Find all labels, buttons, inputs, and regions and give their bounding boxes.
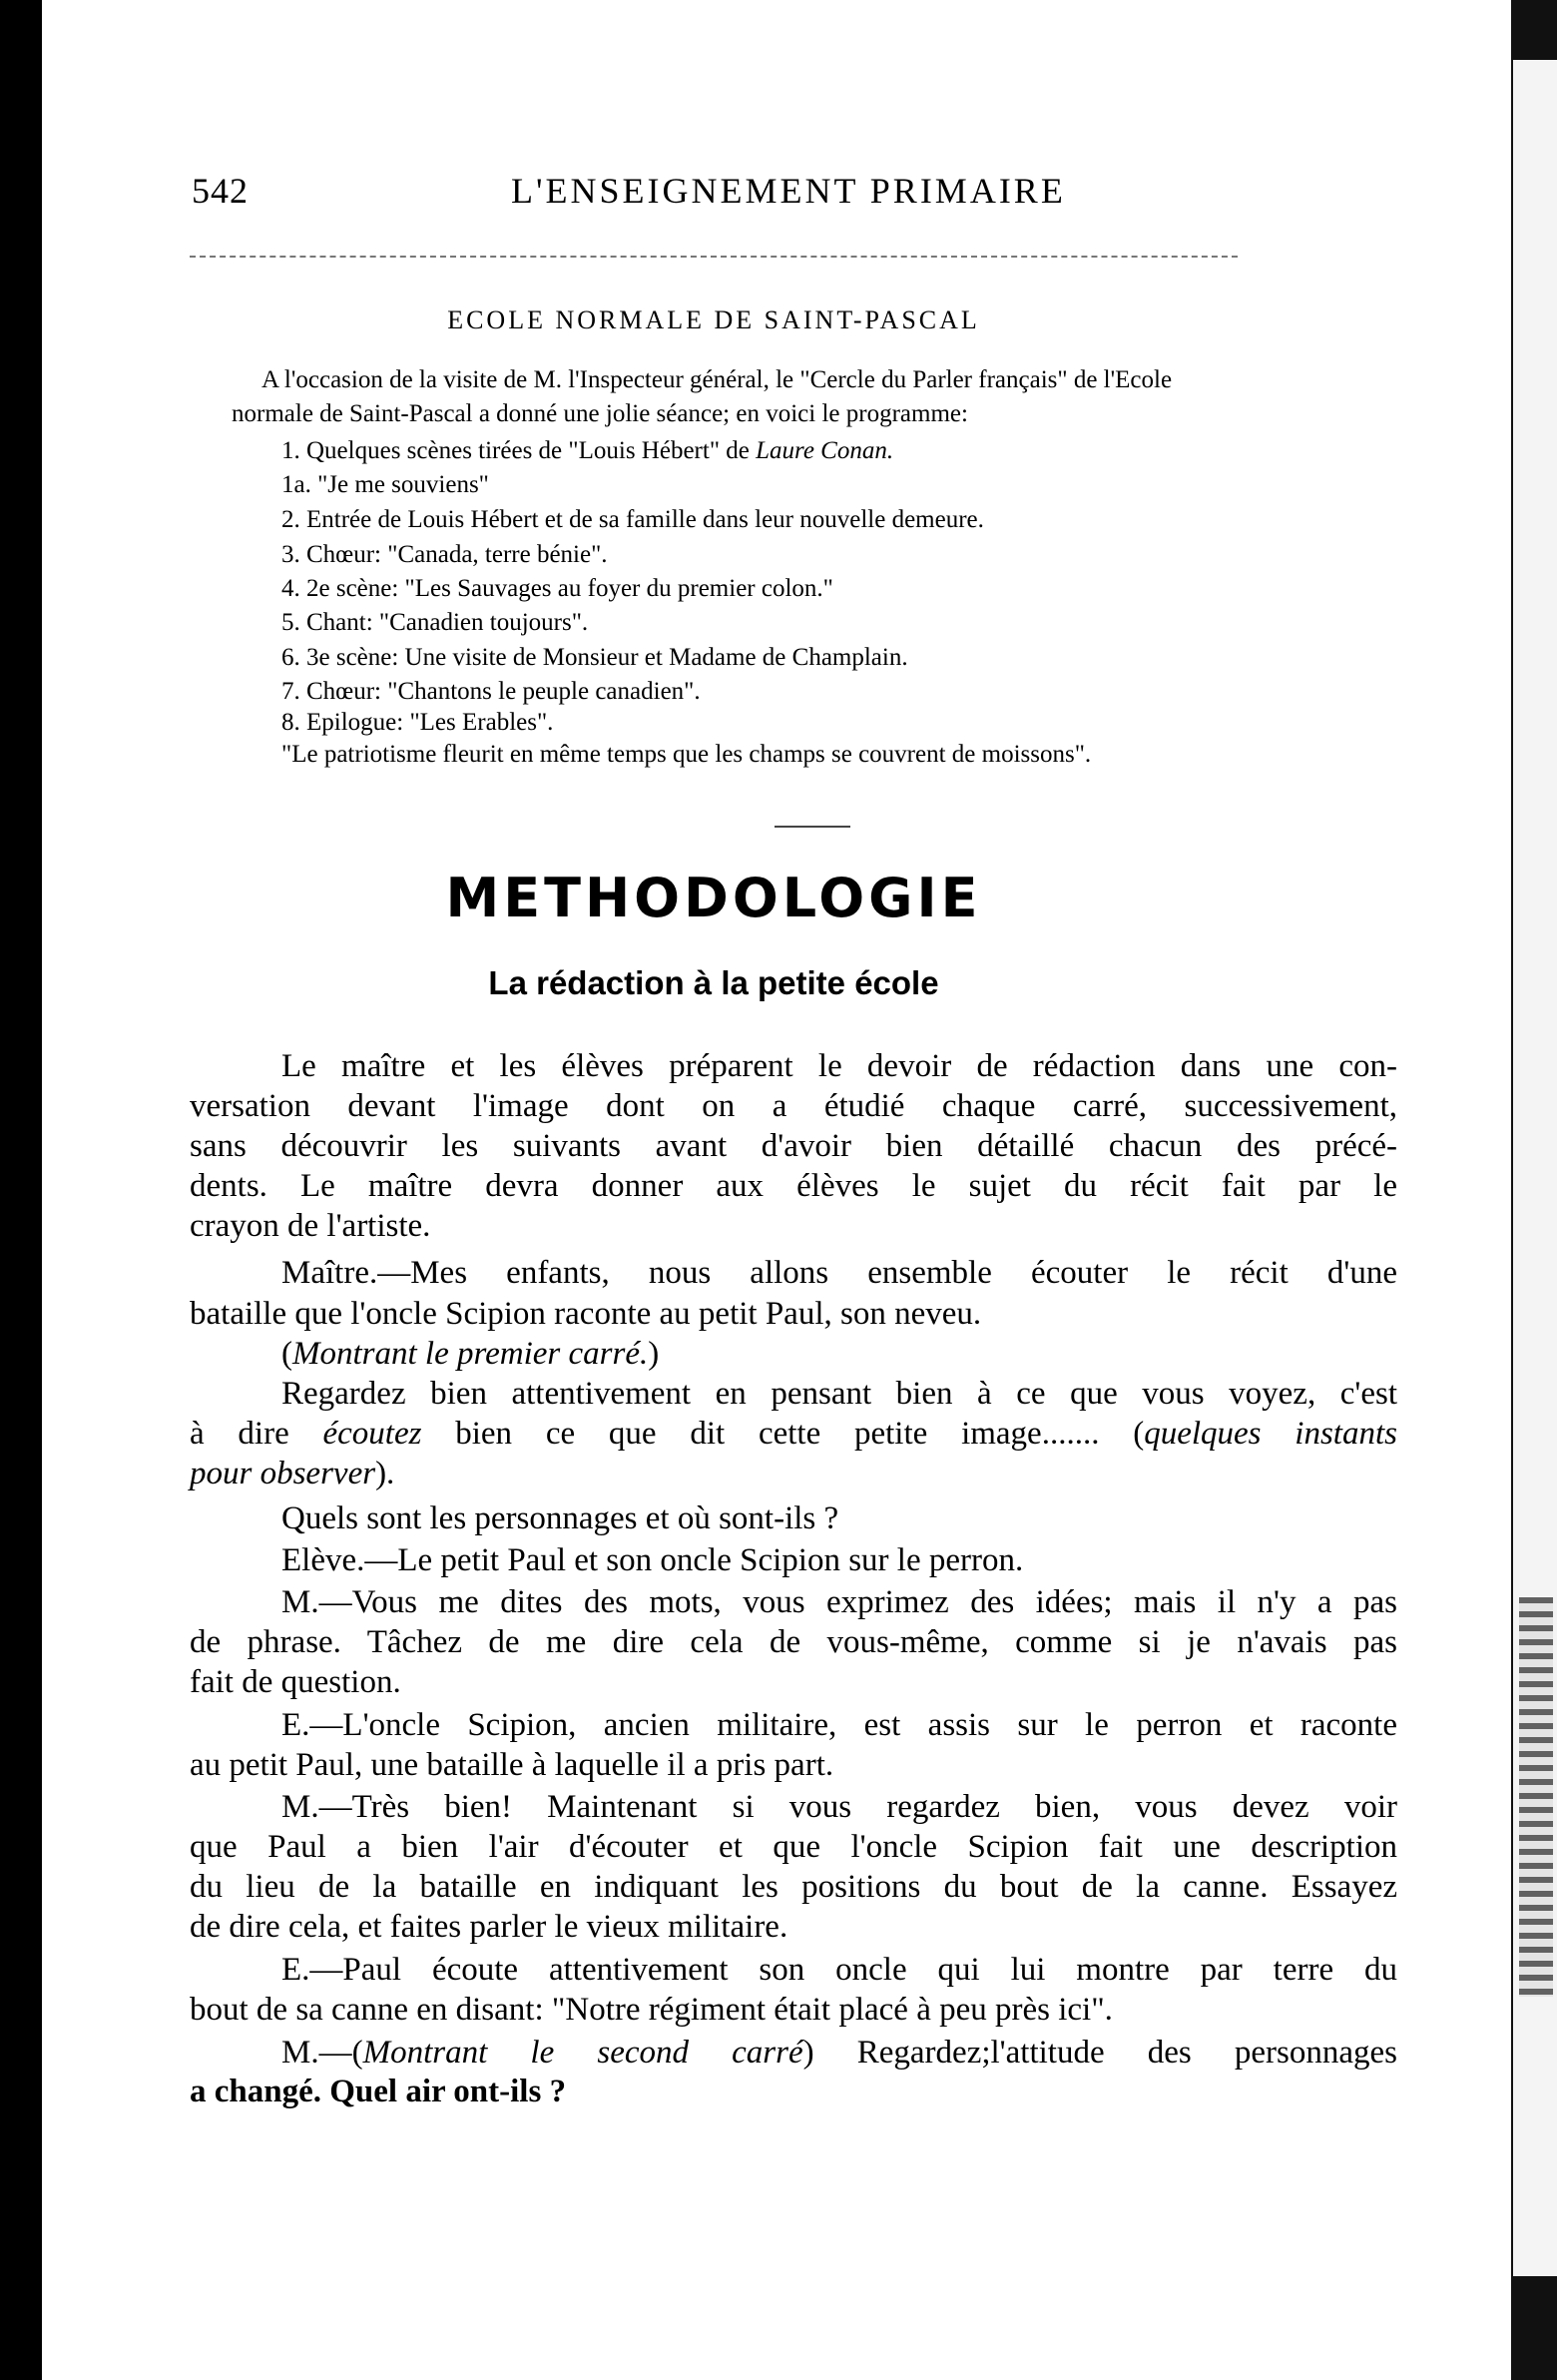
text-run: du lieu de la bataille en indiquant les positions du bout de la canne. Essayez — [190, 1869, 1397, 1905]
body-line — [190, 1664, 401, 1701]
body-line — [190, 1456, 394, 1492]
text-run: Elève.—Le petit Paul et son oncle Scipion sur le perron. — [281, 1542, 1024, 1578]
body-line — [190, 1296, 981, 1333]
body-line — [281, 1500, 838, 1537]
header-rule — [190, 256, 1238, 258]
page-number: 542 — [192, 171, 249, 211]
body-line — [281, 1789, 1397, 1826]
body-line — [190, 1992, 1113, 2029]
body-line — [190, 1829, 1397, 1866]
program-item-text: 1. Quelques scènes tirées de "Louis Hébert" de — [281, 437, 757, 464]
program-item — [281, 644, 908, 672]
program-item — [281, 437, 893, 465]
text-run: ) Regardez;l'attitude des personnages — [802, 2035, 1397, 2071]
text-run: bataille que l'oncle Scipion raconte au petit Paul, son neveu. — [190, 1296, 982, 1332]
text-run: Maître.—Mes enfants, nous allons ensemble écouter le récit d'une — [281, 1255, 1397, 1291]
italic-text: quelques instants — [1144, 1416, 1397, 1452]
body-line — [281, 1584, 1397, 1621]
text-run: M.—Très bien! Maintenant si vous regardez bien, vous devez voir — [281, 1789, 1397, 1825]
program-item — [281, 709, 553, 737]
body-line — [190, 1869, 1397, 1906]
body-line — [190, 1416, 1397, 1453]
text-run: fait de question. — [190, 1664, 401, 1700]
program-item-text: 8. Epilogue: "Les Erables". — [281, 709, 554, 736]
sub-heading: La rédaction à la petite école — [488, 964, 939, 1001]
italic-text: écoutez — [322, 1416, 422, 1452]
text-run: dents. Le maître devra donner aux élèves le sujet du récit fait par le — [190, 1168, 1397, 1204]
program-item-text: 2. Entrée de Louis Hébert et de sa famille dans leur nouvelle demeure. — [281, 506, 984, 533]
program-item — [281, 678, 701, 706]
program-item — [281, 506, 984, 534]
text-run: E.—L'oncle Scipion, ancien militaire, est assis sur le perron et raconte — [281, 1707, 1397, 1743]
text-run: sans découvrir les suivants avant d'avoir bien détaillé chacun des précé- — [190, 1128, 1397, 1164]
program-item-text: 3. Chœur: "Canada, terre bénie". — [281, 541, 608, 568]
running-head — [192, 170, 1240, 216]
program-item-text: 1a. "Je me souviens" — [281, 471, 489, 498]
body-line — [281, 1707, 1397, 1744]
text-run: ) — [648, 1336, 660, 1372]
program-item — [281, 575, 833, 603]
text-run: crayon de l'artiste. — [190, 1208, 431, 1244]
body-line — [190, 1128, 1397, 1165]
body-line — [190, 1088, 1397, 1125]
italic-text: Montrant le premier carré. — [292, 1336, 649, 1372]
text-run: M.—( — [281, 2035, 363, 2071]
intro-line-2: normale de Saint-Pascal a donné une jolie séance; en voici le programme: — [232, 400, 968, 427]
program-item-text: 6. 3e scène: Une visite de Monsieur et Madame de Champlain. — [281, 644, 908, 671]
body-line — [190, 1909, 787, 1946]
body-line — [281, 2035, 1397, 2072]
section-divider — [775, 826, 850, 828]
text-run: Quels sont les personnages et où sont-ils ? — [281, 1500, 839, 1536]
body-line — [190, 2074, 566, 2110]
program-item — [281, 471, 489, 499]
program-item — [281, 541, 608, 569]
program-motto: "Le patriotisme fleurit en même temps que les champs se couvrent de moissons". — [281, 741, 1092, 768]
text-run: E.—Paul écoute attentivement son oncle qui lui montre par terre du — [281, 1952, 1397, 1988]
program-item-text: 4. 2e scène: "Les Sauvages au foyer du premier colon." — [281, 575, 833, 602]
body-line — [281, 1542, 1023, 1579]
text-run: à dire — [190, 1416, 323, 1452]
text-run: Regardez bien attentivement en pensant bien à ce que vous voyez, c'est — [281, 1376, 1397, 1412]
text-run: que Paul a bien l'air d'écouter et que l'oncle Scipion fait une description — [190, 1829, 1397, 1865]
text-run: de dire cela, et faites parler le vieux militaire. — [190, 1909, 788, 1945]
text-run: versation devant l'image dont on a étudié chaque carré, successivement, — [190, 1088, 1397, 1124]
program-item — [281, 609, 588, 637]
body-line — [190, 1208, 430, 1245]
main-heading: METHODOLOGIE — [445, 867, 982, 929]
body-line — [281, 1376, 1397, 1413]
text-run: au petit Paul, une bataille à laquelle il a pris part. — [190, 1747, 834, 1783]
text-run: bout de sa canne en disant: "Notre régiment était placé à peu près ici". — [190, 1992, 1113, 2028]
italic-text: pour observer — [190, 1456, 376, 1491]
body-line — [281, 1336, 659, 1373]
adjacent-page-illustration — [1519, 1597, 1553, 1997]
italic-text: Montrant le second carré — [362, 2035, 803, 2071]
text-run: ( — [281, 1336, 292, 1372]
body-line — [190, 1747, 833, 1784]
body-line — [281, 1048, 1397, 1085]
section-title: ECOLE NORMALE DE SAINT-PASCAL — [447, 305, 980, 334]
body-line — [190, 1624, 1397, 1661]
text-run: Le maître et les élèves préparent le devoir de rédaction dans une con- — [281, 1048, 1397, 1084]
text-run: M.—Vous me dites des mots, vous exprimez des idées; mais il n'y a pas — [281, 1584, 1397, 1620]
text-run: de phrase. Tâchez de me dire cela de vous-même, comme si je n'avais pas — [190, 1624, 1397, 1660]
text-run: ). — [375, 1456, 395, 1491]
intro-line-1: A l'occasion de la visite de M. l'Inspecteur général, le "Cercle du Parler français" de l'Ecole — [261, 366, 1173, 393]
body-line — [281, 1255, 1397, 1292]
text-run: a changé. Quel air ont-ils ? — [190, 2074, 567, 2109]
program-item-text: 5. Chant: "Canadien toujours". — [281, 609, 589, 636]
body-line — [190, 1168, 1397, 1205]
program-item-text: 7. Chœur: "Chantons le peuple canadien". — [281, 678, 701, 705]
program-item-author: Laure Conan. — [756, 437, 894, 464]
journal-title: L'ENSEIGNEMENT PRIMAIRE — [511, 171, 1066, 211]
text-run: bien ce que dit cette petite image....... ( — [421, 1416, 1145, 1452]
body-line — [281, 1952, 1397, 1989]
